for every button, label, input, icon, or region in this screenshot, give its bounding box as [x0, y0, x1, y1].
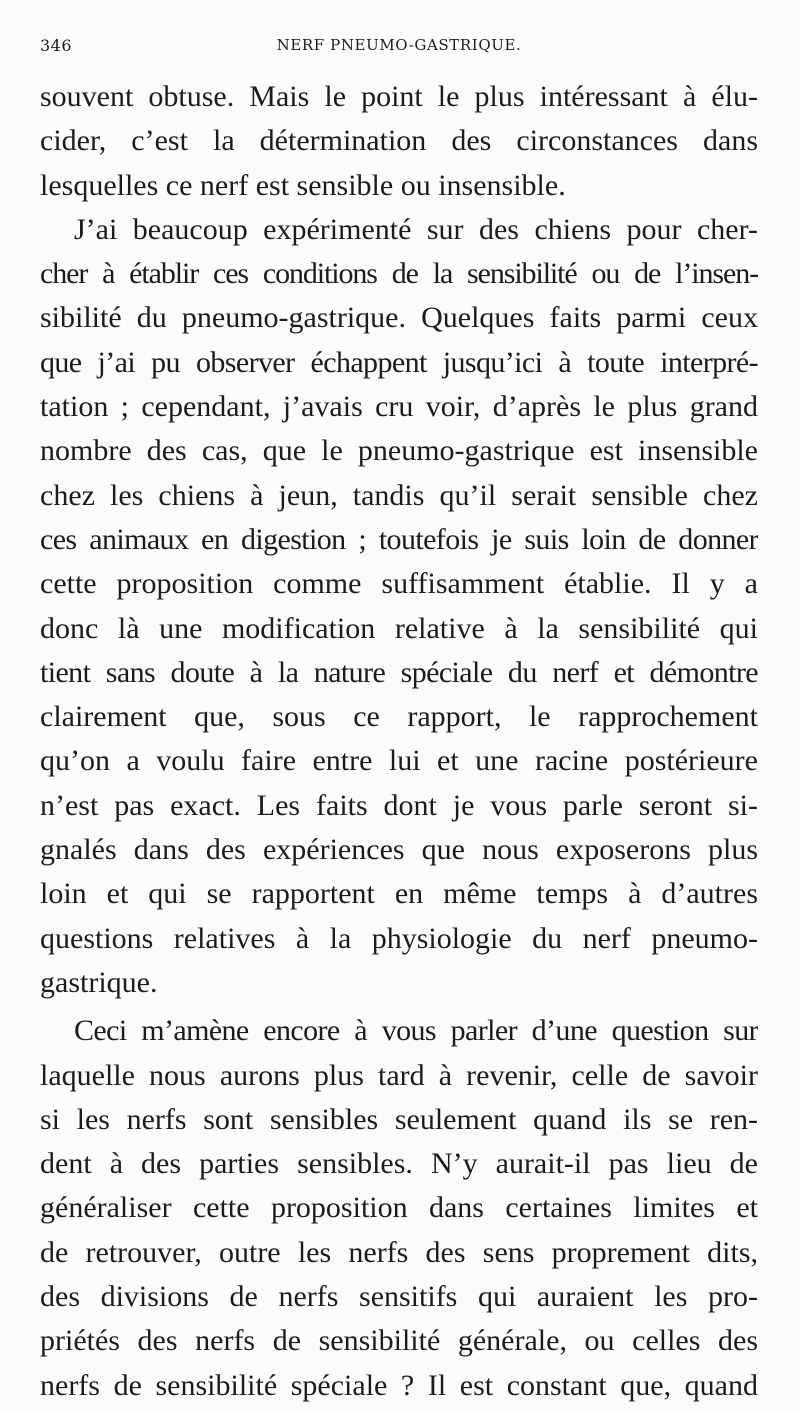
- text-line: cette proposition comme suffisamment établie. Il y a: [40, 567, 758, 601]
- text-line: dent à des parties sensibles. N’y aurait-il pas lieu de: [40, 1147, 758, 1181]
- text-line: des divisions de nerfs sensitifs qui auraient les pro-: [40, 1280, 758, 1314]
- text-line: n’est pas exact. Les faits dont je vous parle seront si-: [40, 788, 758, 822]
- text-line: souvent obtuse. Mais le point le plus intéressant à élu-: [40, 80, 758, 113]
- text-line: laquelle nous aurons plus tard à revenir, celle de savoir: [40, 1058, 758, 1092]
- text-line: gastrique.: [40, 965, 158, 999]
- text-line: donc là une modification relative à la sensibilité qui: [40, 611, 758, 645]
- text-line: Ceci m’amène encore à vous parler d’une question sur: [74, 1014, 758, 1048]
- running-title: NERF PNEUMO-GASTRIQUE.: [276, 36, 522, 54]
- text-line: tient sans doute à la nature spéciale du nerf et démontre: [40, 655, 758, 689]
- text-line: lesquelles ce nerf est sensible ou insensible.: [40, 168, 566, 202]
- text-line: cider, c’est la détermination des circonstances dans: [40, 124, 758, 158]
- body-text: [40, 75, 758, 1408]
- text-line: nerfs de sensibilité spéciale ? Il est constant que, quand: [40, 1368, 758, 1402]
- text-line: de retrouver, outre les nerfs des sens proprement dits,: [40, 1235, 758, 1269]
- text-line: si les nerfs sont sensibles seulement quand ils se ren-: [40, 1102, 758, 1136]
- page-header: [40, 36, 758, 60]
- text-line: J’ai beaucoup expérimenté sur des chiens pour cher-: [74, 212, 758, 246]
- text-line: nombre des cas, que le pneumo-gastrique est insensible: [40, 434, 758, 468]
- text-line: généraliser cette proposition dans certaines limites et: [40, 1191, 758, 1225]
- text-line: chez les chiens à jeun, tandis qu’il serait sensible chez: [40, 478, 758, 512]
- text-line: priétés des nerfs de sensibilité générale, ou celles des: [40, 1324, 758, 1358]
- text-line: questions relatives à la physiologie du nerf pneumo-: [40, 921, 758, 955]
- text-line: que j’ai pu observer échappent jusqu’ici à toute interpré-: [40, 345, 758, 379]
- page-number: 346: [40, 36, 73, 55]
- text-line: ces animaux en digestion ; toutefois je suis loin de donner: [40, 522, 758, 556]
- text-line: clairement que, sous ce rapport, le rapprochement: [40, 700, 758, 734]
- text-line: loin et qui se rapportent en même temps à d’autres: [40, 877, 758, 911]
- text-line: tation ; cependant, j’avais cru voir, d’après le plus grand: [40, 390, 758, 424]
- text-line: gnalés dans des expériences que nous exposerons plus: [40, 833, 758, 867]
- text-line: cher à établir ces conditions de la sensibilité ou de l’insen-: [40, 257, 758, 291]
- text-line: qu’on a voulu faire entre lui et une racine postérieure: [40, 744, 758, 778]
- text-line: sibilité du pneumo-gastrique. Quelques faits parmi ceux: [40, 301, 758, 335]
